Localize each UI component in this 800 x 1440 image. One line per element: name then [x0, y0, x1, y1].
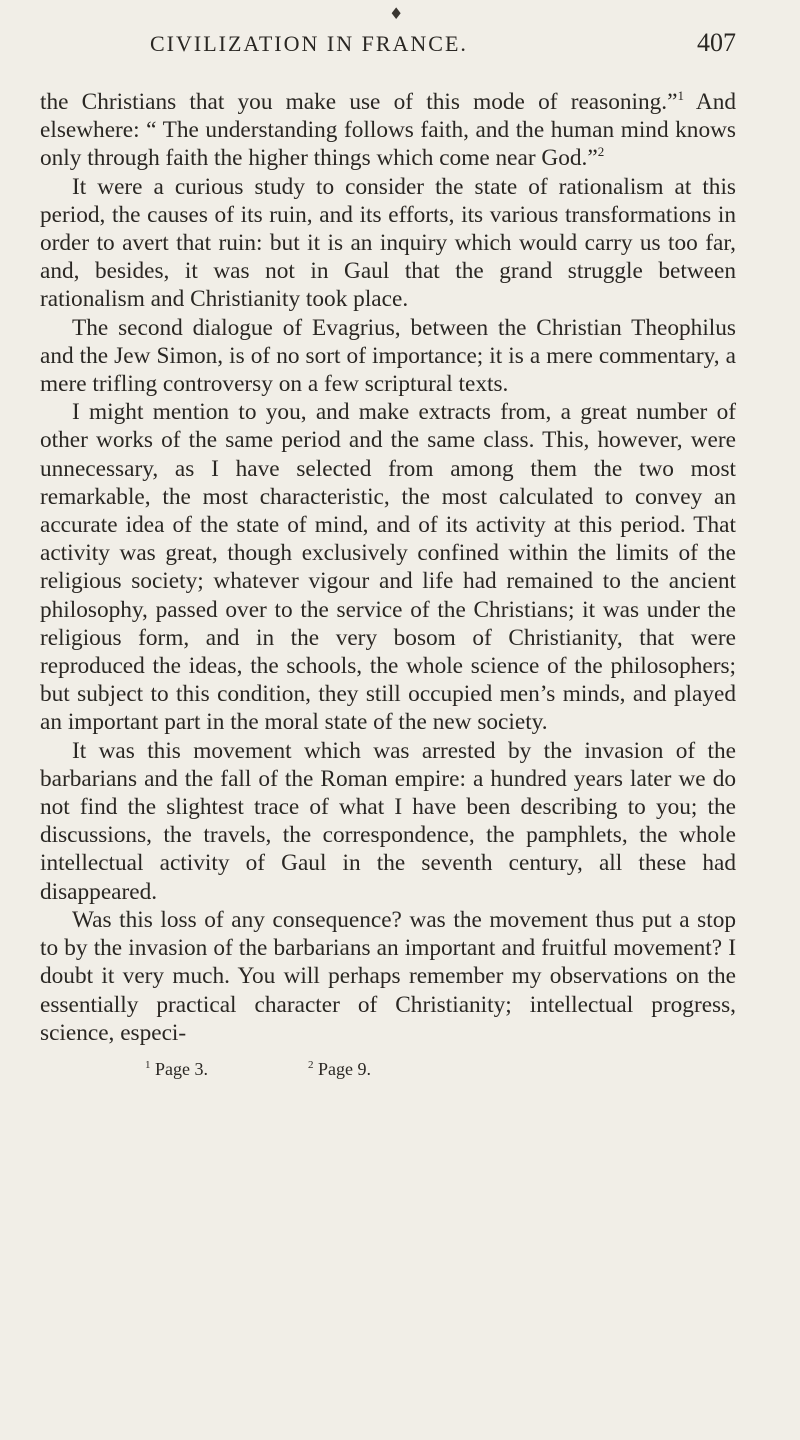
paragraph: The second dialogue of Evagrius, between the Christian Theophilus and the Jew Simon, is of no sort of importance; it is a mere commentary, a mere trifling controversy on a few scriptural texts.	[40, 314, 736, 398]
page-number: 407	[697, 28, 736, 57]
footnote-ref: 2	[597, 144, 605, 160]
footnote	[308, 1059, 371, 1080]
footnote-number: 2	[308, 1058, 314, 1071]
footnote-text: Page 9.	[318, 1058, 371, 1079]
paragraph-continuation	[40, 88, 736, 173]
running-head	[150, 28, 736, 58]
footnote-text: Page 3.	[155, 1058, 208, 1079]
footnote-number: 1	[145, 1058, 151, 1071]
running-title: CIVILIZATION IN FRANCE.	[150, 31, 468, 56]
paragraph-text: the Christians that you make use of this mode of reasoning.”	[40, 89, 678, 115]
body-text	[40, 88, 736, 1047]
paragraph: Was this loss of any consequence? was the movement thus put a stop to by the invasion of the barbarians an important and fruitful movement? I doubt it very much. You will perhaps remember my observations on the essentially practical character of Christianity; intellectual progress, science, especi-	[40, 906, 736, 1046]
footnote	[145, 1059, 208, 1080]
paragraph: It was this movement which was arrested by the invasion of the barbarians and the fall of the Roman empire: a hundred years later we do not find the slightest trace of what I have been describing to you; the discussions, the travels, the correspondence, the pamphlets, the whole intellectual activity of Gaul in the seventh century, all these had disappeared.	[40, 737, 736, 905]
paragraph: It were a curious study to consider the state of rationalism at this period, the causes of its ruin, and its efforts, its various transformations in order to avert that ruin: but it is an inquiry which would carry us too far, and, besides, it was not in Gaul that the grand struggle between rationalism and Christianity took place.	[40, 173, 736, 313]
printer-mark-icon: ♦	[389, 4, 404, 23]
footnote-ref: 1	[677, 88, 684, 104]
footnotes	[40, 1059, 736, 1080]
paragraph-text: And elsewhere: “ The understanding follows faith, and the human mind knows only through faith the higher things which come near God.”	[40, 89, 736, 172]
paragraph: I might mention to you, and make extracts from, a great number of other works of the same period and the same class. This, however, were unnecessary, as I have selected from among them the two most remarkable, the most characteristic, the most calculated to convey an accurate idea of the state of mind, and of its activity at this period. That activity was great, though exclusively confined within the limits of the religious society; whatever vigour and life had remained to the ancient philosophy, passed over to the service of the Christians; it was under the religious form, and in the very bosom of Christianity, that were reproduced the ideas, the schools, the whole science of the philosophers; but subject to this condition, they still occupied men’s minds, and played an important part in the moral state of the new society.	[40, 399, 736, 736]
